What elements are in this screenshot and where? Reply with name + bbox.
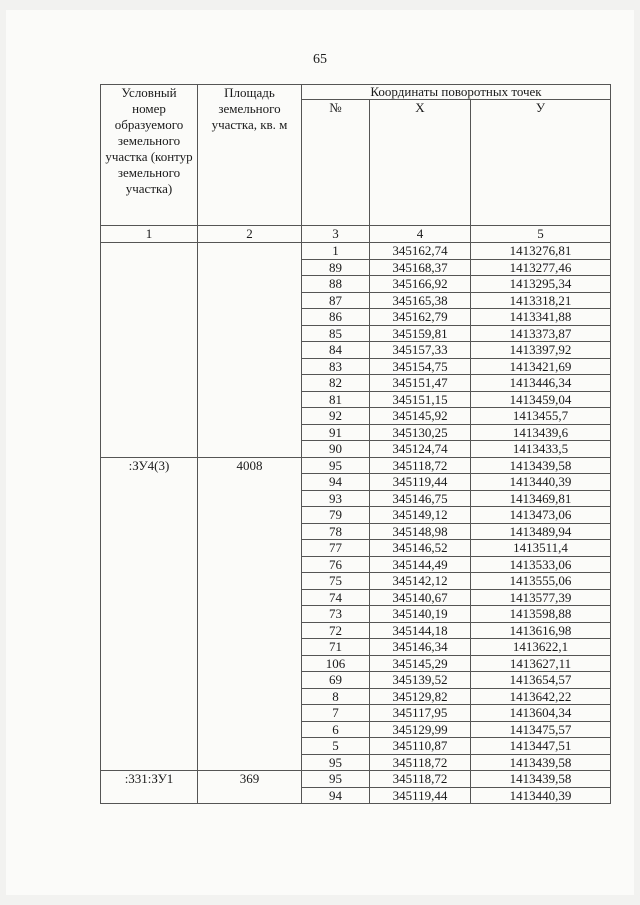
point-number-cell: 71 xyxy=(302,639,370,656)
y-coordinate-cell: 1413318,21 xyxy=(471,292,611,309)
point-number-cell: 86 xyxy=(302,309,370,326)
point-number-cell: 89 xyxy=(302,259,370,276)
point-number-cell: 85 xyxy=(302,325,370,342)
y-coordinate-cell: 1413439,58 xyxy=(471,771,611,788)
column-number: 4 xyxy=(370,226,471,243)
y-coordinate-cell: 1413277,46 xyxy=(471,259,611,276)
y-coordinate-cell: 1413373,87 xyxy=(471,325,611,342)
parcel-label-cell: :331:ЗУ1 xyxy=(101,771,198,804)
parcel-label-cell: :ЗУ4(3) xyxy=(101,457,198,771)
header-row-1 xyxy=(101,85,611,100)
x-coordinate-cell: 345162,74 xyxy=(370,243,471,260)
x-coordinate-cell: 345129,99 xyxy=(370,721,471,738)
column-number: 1 xyxy=(101,226,198,243)
y-coordinate-cell: 1413598,88 xyxy=(471,606,611,623)
y-coordinate-cell: 1413439,6 xyxy=(471,424,611,441)
x-coordinate-cell: 345168,37 xyxy=(370,259,471,276)
x-coordinate-cell: 345129,82 xyxy=(370,688,471,705)
x-coordinate-cell: 345165,38 xyxy=(370,292,471,309)
point-number-cell: 6 xyxy=(302,721,370,738)
y-coordinate-cell: 1413604,34 xyxy=(471,705,611,722)
x-coordinate-cell: 345139,52 xyxy=(370,672,471,689)
point-number-cell: 83 xyxy=(302,358,370,375)
y-coordinate-cell: 1413439,58 xyxy=(471,457,611,474)
x-coordinate-cell: 345151,47 xyxy=(370,375,471,392)
header-coordinates: Координаты поворотных точек xyxy=(302,85,611,100)
point-number-cell: 7 xyxy=(302,705,370,722)
point-number-cell: 91 xyxy=(302,424,370,441)
y-coordinate-cell: 1413473,06 xyxy=(471,507,611,524)
y-coordinate-cell: 1413511,4 xyxy=(471,540,611,557)
header-area: Площадь земельного участка, кв. м xyxy=(198,85,302,226)
page-number: 65 xyxy=(313,52,327,67)
x-coordinate-cell: 345144,49 xyxy=(370,556,471,573)
y-coordinate-cell: 1413447,51 xyxy=(471,738,611,755)
x-coordinate-cell: 345145,92 xyxy=(370,408,471,425)
column-number-row xyxy=(101,226,611,243)
y-coordinate-cell: 1413295,34 xyxy=(471,276,611,293)
x-coordinate-cell: 345146,75 xyxy=(370,490,471,507)
y-coordinate-cell: 1413440,39 xyxy=(471,787,611,804)
x-coordinate-cell: 345154,75 xyxy=(370,358,471,375)
header-y: У xyxy=(471,100,611,226)
x-coordinate-cell: 345119,44 xyxy=(370,787,471,804)
point-number-cell: 8 xyxy=(302,688,370,705)
x-coordinate-cell: 345142,12 xyxy=(370,573,471,590)
point-number-cell: 77 xyxy=(302,540,370,557)
x-coordinate-cell: 345140,67 xyxy=(370,589,471,606)
x-coordinate-cell: 345144,18 xyxy=(370,622,471,639)
y-coordinate-cell: 1413459,04 xyxy=(471,391,611,408)
point-number-cell: 95 xyxy=(302,754,370,771)
x-coordinate-cell: 345118,72 xyxy=(370,754,471,771)
point-number-cell: 90 xyxy=(302,441,370,458)
point-number-cell: 94 xyxy=(302,787,370,804)
x-coordinate-cell: 345117,95 xyxy=(370,705,471,722)
y-coordinate-cell: 1413533,06 xyxy=(471,556,611,573)
y-coordinate-cell: 1413455,7 xyxy=(471,408,611,425)
y-coordinate-cell: 1413654,57 xyxy=(471,672,611,689)
point-number-cell: 82 xyxy=(302,375,370,392)
y-coordinate-cell: 1413475,57 xyxy=(471,721,611,738)
x-coordinate-cell: 345119,44 xyxy=(370,474,471,491)
table-row xyxy=(101,457,611,474)
x-coordinate-cell: 345145,29 xyxy=(370,655,471,672)
point-number-cell: 87 xyxy=(302,292,370,309)
y-coordinate-cell: 1413433,5 xyxy=(471,441,611,458)
parcel-label-cell xyxy=(101,243,198,458)
parcel-area-cell: 369 xyxy=(198,771,302,804)
point-number-cell: 93 xyxy=(302,490,370,507)
x-coordinate-cell: 345162,79 xyxy=(370,309,471,326)
y-coordinate-cell: 1413341,88 xyxy=(471,309,611,326)
table-row xyxy=(101,243,611,260)
table-body xyxy=(101,243,611,804)
point-number-cell: 84 xyxy=(302,342,370,359)
header-parcel-number: Условный номер образуемого земельного участка (контур земельного участка) xyxy=(101,85,198,226)
point-number-cell: 1 xyxy=(302,243,370,260)
point-number-cell: 69 xyxy=(302,672,370,689)
y-coordinate-cell: 1413577,39 xyxy=(471,589,611,606)
point-number-cell: 95 xyxy=(302,771,370,788)
point-number-cell: 73 xyxy=(302,606,370,623)
point-number-cell: 76 xyxy=(302,556,370,573)
table-row xyxy=(101,771,611,788)
y-coordinate-cell: 1413489,94 xyxy=(471,523,611,540)
point-number-cell: 75 xyxy=(302,573,370,590)
x-coordinate-cell: 345130,25 xyxy=(370,424,471,441)
point-number-cell: 72 xyxy=(302,622,370,639)
column-number: 5 xyxy=(471,226,611,243)
x-coordinate-cell: 345151,15 xyxy=(370,391,471,408)
x-coordinate-cell: 345118,72 xyxy=(370,457,471,474)
column-number: 2 xyxy=(198,226,302,243)
column-number: 3 xyxy=(302,226,370,243)
parcel-area-cell xyxy=(198,243,302,458)
y-coordinate-cell: 1413421,69 xyxy=(471,358,611,375)
x-coordinate-cell: 345159,81 xyxy=(370,325,471,342)
coordinates-table xyxy=(100,84,611,804)
x-coordinate-cell: 345118,72 xyxy=(370,771,471,788)
point-number-cell: 92 xyxy=(302,408,370,425)
point-number-cell: 106 xyxy=(302,655,370,672)
x-coordinate-cell: 345157,33 xyxy=(370,342,471,359)
header-x: X xyxy=(370,100,471,226)
y-coordinate-cell: 1413446,34 xyxy=(471,375,611,392)
x-coordinate-cell: 345166,92 xyxy=(370,276,471,293)
point-number-cell: 74 xyxy=(302,589,370,606)
y-coordinate-cell: 1413276,81 xyxy=(471,243,611,260)
x-coordinate-cell: 345140,19 xyxy=(370,606,471,623)
y-coordinate-cell: 1413616,98 xyxy=(471,622,611,639)
y-coordinate-cell: 1413469,81 xyxy=(471,490,611,507)
header-point-no: № xyxy=(302,100,370,226)
x-coordinate-cell: 345149,12 xyxy=(370,507,471,524)
point-number-cell: 95 xyxy=(302,457,370,474)
y-coordinate-cell: 1413622,1 xyxy=(471,639,611,656)
x-coordinate-cell: 345146,34 xyxy=(370,639,471,656)
x-coordinate-cell: 345110,87 xyxy=(370,738,471,755)
x-coordinate-cell: 345148,98 xyxy=(370,523,471,540)
point-number-cell: 79 xyxy=(302,507,370,524)
point-number-cell: 94 xyxy=(302,474,370,491)
parcel-area-cell: 4008 xyxy=(198,457,302,771)
point-number-cell: 5 xyxy=(302,738,370,755)
point-number-cell: 81 xyxy=(302,391,370,408)
y-coordinate-cell: 1413627,11 xyxy=(471,655,611,672)
y-coordinate-cell: 1413439,58 xyxy=(471,754,611,771)
y-coordinate-cell: 1413642,22 xyxy=(471,688,611,705)
point-number-cell: 88 xyxy=(302,276,370,293)
y-coordinate-cell: 1413397,92 xyxy=(471,342,611,359)
x-coordinate-cell: 345146,52 xyxy=(370,540,471,557)
x-coordinate-cell: 345124,74 xyxy=(370,441,471,458)
y-coordinate-cell: 1413555,06 xyxy=(471,573,611,590)
y-coordinate-cell: 1413440,39 xyxy=(471,474,611,491)
point-number-cell: 78 xyxy=(302,523,370,540)
